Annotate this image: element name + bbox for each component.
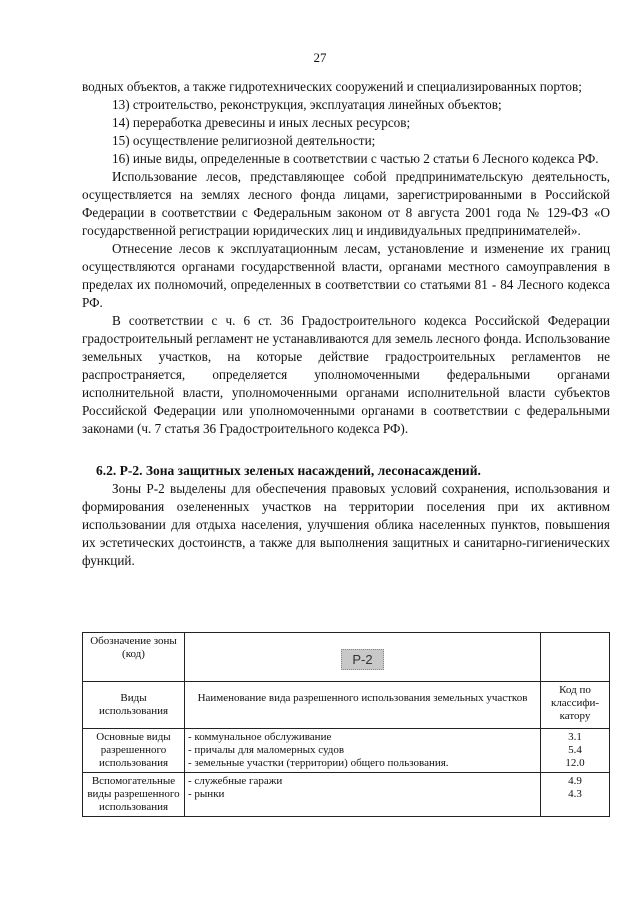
aux-uses-codes (541, 773, 610, 817)
use-name: - причалы для маломерных судов (188, 744, 345, 756)
page-number: 27 (313, 50, 327, 65)
aux-uses-names (185, 773, 541, 817)
use-code: 4.9 (568, 775, 582, 787)
section-paragraph: Зоны Р-2 выделены для обеспечения правовых условий сохранения, использования и формирования озелененных участков на территории поселения при их активном использовании для отдыха населения, улучшения облика населенных пунктов, повышения их эстетических достоинств, а также для выполнения защитных и санитарно-гигиенических функций. (82, 481, 610, 568)
list-item: 13) строительство, реконструкция, эксплуатация линейных объектов; (112, 97, 502, 112)
zone-table (82, 632, 610, 817)
zone-code-cell (185, 633, 541, 682)
col-header-name: Наименование вида разрешенного использования земельных участков (185, 682, 541, 729)
col-header-type: Виды использования (83, 682, 185, 729)
use-code: 3.1 (568, 731, 582, 743)
list-item: 14) переработка древесины и иных лесных ресурсов; (112, 115, 411, 130)
use-name: - коммунальное обслуживание (188, 731, 332, 743)
empty-cell (541, 633, 610, 682)
use-code: 4.3 (568, 788, 582, 800)
paragraph: В соответствии с ч. 6 ст. 36 Градостроительного кодекса Российской Федерации градостроительный регламент не устанавливаются для земель лесного фонда. Использование земельных участков, на которые действие градостроительных регламентов не распространяется, определяется уполномоченными федеральными органами исполнительной власти, уполномоченными органами исполнительной власти субъектов Российской Федерации или уполномоченными органами в соответствии с федеральными законами (ч. 7 статья 36 Градостроительного кодекса РФ). (82, 313, 610, 436)
section-heading: 6.2. Р-2. Зона защитных зеленых насаждений, лесонасаждений. (96, 463, 481, 478)
col-header-code: Код по классифи-катору (541, 682, 610, 729)
main-uses-label: Основные виды разрешенного использования (83, 729, 185, 773)
use-code: 5.4 (568, 744, 582, 756)
paragraph: Использование лесов, представляющее собой предпринимательскую деятельность, осуществляется на землях лесного фонда лицами, зарегистрированными в Российской Федерации в соответствии с Федеральным законом от 8 августа 2001 года № 129-ФЗ «О государственной регистрации юридических лиц и индивидуальных предпринимателей». (82, 169, 610, 238)
zone-code-label: Обозначение зоны (код) (83, 633, 185, 682)
list-item: 15) осуществление религиозной деятельности; (112, 133, 376, 148)
use-name: - служебные гаражи (188, 775, 283, 787)
zone-code-badge: Р-2 (341, 649, 383, 670)
use-name: - рынки (188, 788, 225, 800)
use-code: 12.0 (565, 757, 585, 769)
paragraph: Отнесение лесов к эксплуатационным лесам, установление и изменение их границ осуществляются органами государственной власти, органами местного самоуправления в пределах их полномочий, определенных в соответствии со статьями 81 - 84 Лесного кодекса РФ. (82, 241, 610, 310)
use-name: - земельные участки (территории) общего пользования. (188, 757, 449, 769)
main-uses-names (185, 729, 541, 773)
aux-uses-label: Вспомогательные виды разрешенного использования (83, 773, 185, 817)
document-body (82, 78, 610, 570)
main-uses-codes (541, 729, 610, 773)
list-item: 16) иные виды, определенные в соответствии с частью 2 статьи 6 Лесного кодекса РФ. (112, 151, 599, 166)
paragraph-continuation: водных объектов, а также гидротехнических сооружений и специализированных портов; (82, 79, 582, 94)
